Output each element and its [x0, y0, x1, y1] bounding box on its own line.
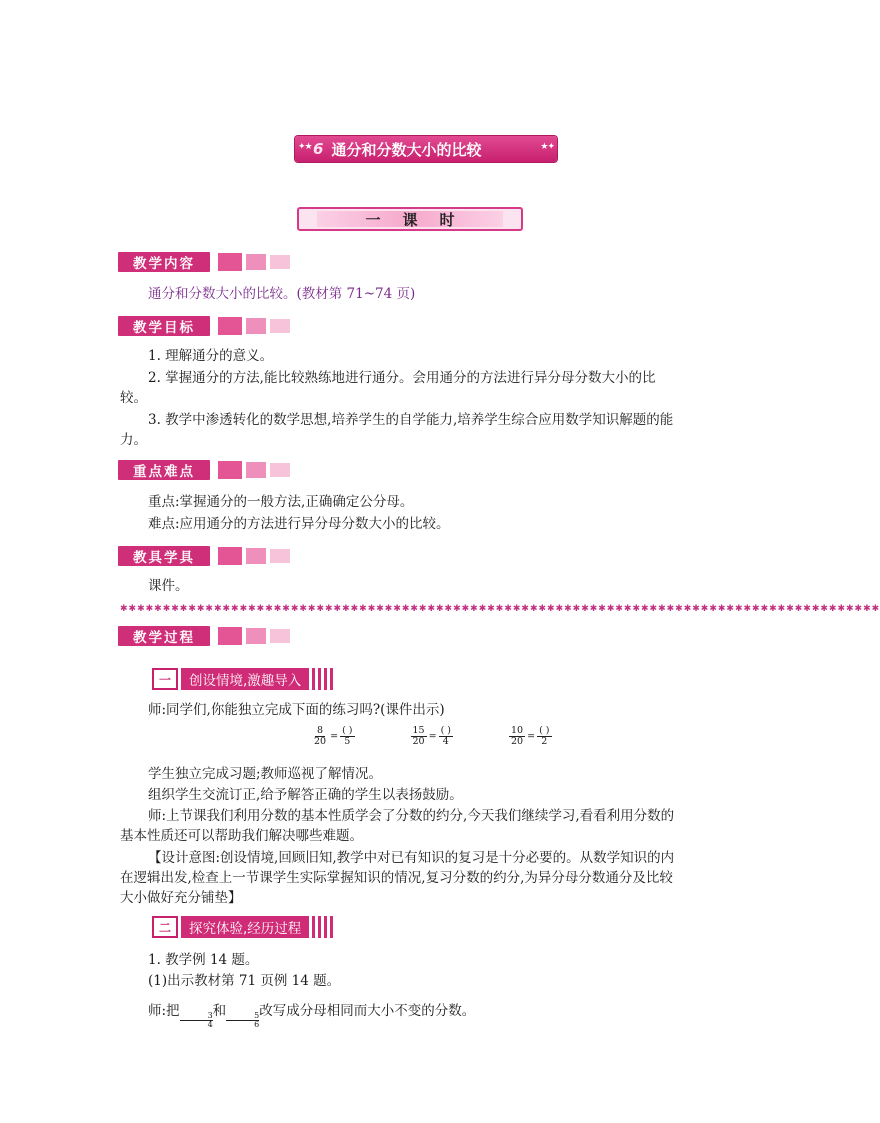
- decor-square: [246, 548, 266, 564]
- star-icon: ★✦: [540, 142, 554, 152]
- decor-ticks: [312, 668, 336, 690]
- decor-square: [270, 319, 290, 333]
- decor-square: [218, 461, 242, 479]
- decor-square: [218, 317, 242, 335]
- section-header-tools: [118, 546, 290, 566]
- fraction: $\frac{( )}{4}$: [440, 725, 451, 747]
- key-point: 重点:掌握通分的一般方法,正确确定公分母。: [148, 494, 414, 510]
- section-label: 教学目标: [118, 316, 210, 336]
- content-text: 通分和分数大小的比较。(教材第 71~74 页): [148, 286, 416, 302]
- decor-square: [270, 549, 290, 563]
- decor-square: [218, 253, 242, 271]
- decor-square: [246, 628, 266, 644]
- fraction: $\frac{( )}{5}$: [342, 725, 353, 747]
- fraction: $\frac{( )}{2}$: [539, 725, 550, 747]
- step1-line: 组织学生交流订正,给予解答正确的学生以表扬鼓励。: [148, 787, 463, 803]
- chapter-title: 通分和分数大小的比较: [331, 140, 482, 159]
- star-icon: ✦★: [298, 142, 312, 152]
- decor-square: [218, 627, 242, 645]
- step-title: 探究体验,经历过程: [181, 916, 309, 938]
- step2-line: 1. 教学例 14 题。: [148, 952, 259, 968]
- step-number: 二: [152, 916, 178, 938]
- decor-square: [246, 462, 266, 478]
- lesson-banner: [297, 207, 523, 231]
- section-label: 重点难点: [118, 460, 210, 480]
- step1-line: 学生独立完成习题;教师巡视了解情况。: [148, 766, 383, 782]
- fraction: $\frac{5}{6}$: [226, 1012, 259, 1029]
- section-label: 教学过程: [118, 626, 210, 646]
- section-label: 教学内容: [118, 252, 210, 272]
- lesson-label: 一课时: [317, 211, 503, 227]
- decor-square: [270, 463, 290, 477]
- decor-ticks: [312, 916, 336, 938]
- decor-square: [270, 629, 290, 643]
- goal-item: 2. 掌握通分的方法,能比较熟练地进行通分。会用通分的方法进行异分母分数大小的比较。: [120, 370, 656, 406]
- design-intent: 【设计意图:创设情境,回顾旧知,教学中对已有知识的复习是十分必要的。从数学知识的内在逻辑出发,检查上一节课学生实际掌握知识的情况,复习分数的约分,为异分母分数通分及比较大小做好充分铺垫】: [120, 850, 675, 906]
- equation: $\frac{8}{20}$ = $\frac{( )}{5}$: [314, 725, 353, 747]
- section-label: 教具学具: [118, 546, 210, 566]
- difficulty-point: 难点:应用通分的方法进行异分母分数大小的比较。: [148, 516, 450, 532]
- equation: $\frac{15}{20}$ = $\frac{( )}{4}$: [412, 725, 451, 747]
- decor-square: [218, 547, 242, 565]
- step1-intro: 师:同学们,你能独立完成下面的练习吗?(课件出示): [148, 702, 445, 718]
- tools-text: 课件。: [148, 578, 189, 594]
- step-number: 一: [152, 668, 178, 690]
- chapter-number: 6: [313, 140, 324, 158]
- decor-square: [246, 318, 266, 334]
- step-banner-2: [152, 916, 336, 938]
- decor-square: [246, 254, 266, 270]
- equation-row: [312, 726, 552, 747]
- fraction: $\frac{3}{4}$: [180, 1012, 213, 1029]
- chapter-title-banner: [295, 136, 557, 162]
- goal-item: 3. 教学中渗透转化的数学思想,培养学生的自学能力,培养学生综合应用数学知识解题的能力。: [120, 412, 674, 448]
- fraction: $\frac{10}{20}$: [511, 725, 524, 747]
- fraction: $\frac{15}{20}$: [412, 725, 425, 747]
- step2-line: (1)出示教材第 71 页例 14 题。: [148, 973, 341, 989]
- section-header-content: [118, 252, 290, 272]
- section-header-process: [118, 626, 290, 646]
- equation: $\frac{10}{20}$ = $\frac{( )}{2}$: [511, 725, 550, 747]
- step1-line: 师:上节课我们利用分数的基本性质学会了分数的约分,今天我们继续学习,看看利用分数的基本性质还可以帮助我们解决哪些难题。: [120, 808, 675, 844]
- section-header-key: [118, 460, 290, 480]
- fraction: $\frac{8}{20}$: [314, 725, 327, 747]
- step2-instruction: 师:把 $\frac{3}{4}$ 和 $\frac{5}{6}$ 改写成分母相同而大小不变的分数。: [148, 1003, 476, 1029]
- goal-item: 1. 理解通分的意义。: [148, 348, 274, 364]
- dotted-divider: ✱✱✱✱✱✱✱✱✱✱✱✱✱✱✱✱✱✱✱✱✱✱✱✱✱✱✱✱✱✱✱✱✱✱✱✱✱✱✱✱✱✱✱✱✱✱✱✱✱✱✱✱✱✱✱✱✱✱✱✱✱✱✱✱✱✱✱✱✱✱✱✱✱✱✱✱✱✱✱✱✱✱✱✱✱✱✱✱✱: [120, 604, 880, 614]
- step-banner-1: [152, 668, 336, 690]
- decor-square: [270, 255, 290, 269]
- section-header-goals: [118, 316, 290, 336]
- step-title: 创设情境,激趣导入: [181, 668, 309, 690]
